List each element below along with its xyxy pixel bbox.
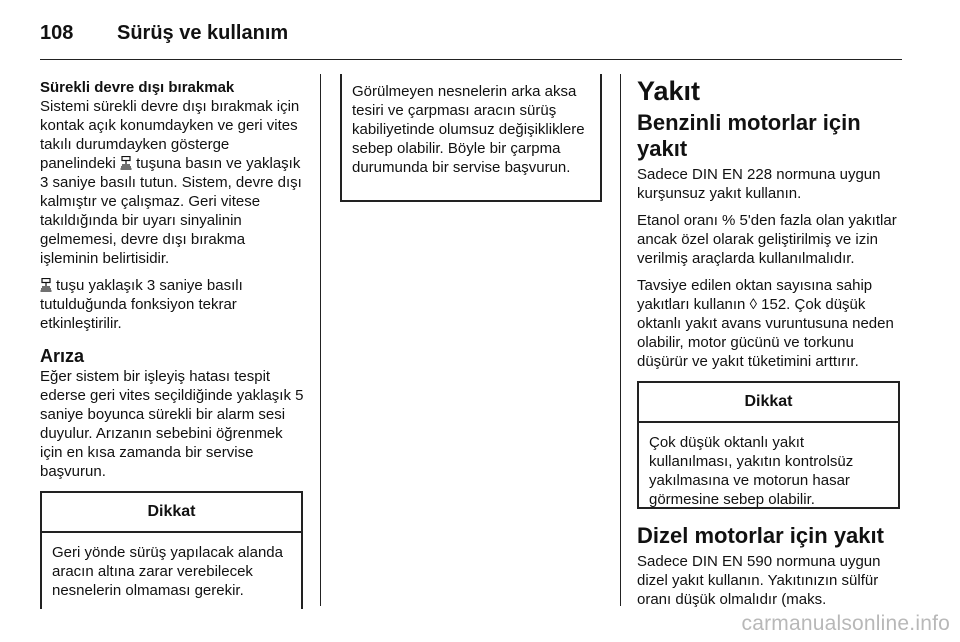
disable-text-a: Sistemi sürekli devre dışı bırakmak için kontak açık konumdayken ve geri vites takılı durumdayken gösterge panelindeki	[40, 98, 300, 172]
header-divider	[40, 59, 902, 60]
reactivate-text: tuşu yaklaşık 3 saniye basılı tutulduğunda fonksiyon tekrar etkinleştirilir.	[40, 277, 243, 332]
petrol-paragraph-3	[637, 276, 905, 371]
petrol-fuel-heading: Benzinli motorlar için yakıt	[637, 110, 861, 161]
column-divider-1	[320, 74, 321, 606]
column-divider-2	[620, 74, 621, 606]
caution-box-octane	[637, 381, 900, 509]
caution-box-continued	[340, 74, 602, 202]
disable-heading: Sürekli devre dışı bırakmak	[40, 79, 235, 96]
diesel-paragraph: Sadece DIN EN 590 normuna uygun dizel yakıt kullanın. Yakıtınızın sülfür oranı düşük olmalıdır (maks.	[637, 553, 881, 608]
fault-paragraph: Eğer sistem bir işleyiş hatası tespit ederse geri vites seçildiğinde yaklaşık 5 saniye boyunca sürekli bir alarm sesi duyulur. Arızanın sebebini öğrenmek için en kısa zamanda bir servise başvurun.	[40, 368, 304, 480]
caution-body: Çok düşük oktanlı yakıt kullanılması, yakıtın kontrolsüz yakılmasına ve motorun hasar görmesine sebep olabilir.	[649, 434, 854, 508]
page-number: 108	[40, 22, 74, 44]
caution-title: Dikkat	[42, 493, 301, 533]
caution-body: Geri yönde sürüş yapılacak alanda aracın altına zarar verebilecek nesnelerin olmaması gerekir.	[52, 544, 283, 599]
page-header	[40, 12, 902, 52]
octane-text-b: 152. Çok düşük oktanlı yakıt avans vuruntusuna neden olabilir, motor gücünü ve torkunu düşürür ve yakıt tüketimini arttırır.	[637, 296, 894, 370]
reactivate-paragraph	[40, 276, 304, 333]
column-1	[40, 70, 304, 609]
site-watermark: carmanualsonline.info	[741, 612, 950, 635]
octane-text-a: Tavsiye edilen oktan sayısına sahip yakıtları kullanın	[637, 277, 873, 313]
disable-text-b: tuşuna basın ve yaklaşık 3 saniye basılı tutun. Sistem, devre dışı kalmıştır ve çalışmaz. Geri vitese takıldığında bir uyarı sinyalinin gelmemesi, devre dışı bırakma işleminin belirtisidir.	[40, 155, 302, 267]
running-title: Sürüş ve kullanım	[117, 22, 289, 44]
caution-title: Dikkat	[639, 383, 898, 423]
page-reference-icon: ◊	[749, 296, 757, 313]
petrol-paragraph-1: Sadece DIN EN 228 normuna uygun kurşunsuz yakıt kullanın.	[637, 166, 881, 202]
caution-box-reverse	[40, 491, 303, 609]
parking-assist-button-icon	[120, 156, 132, 170]
parking-assist-button-icon	[40, 278, 52, 292]
fuel-title: Yakıt	[637, 76, 701, 106]
petrol-paragraph-2: Etanol oranı % 5'den fazla olan yakıtlar ancak özel olarak geliştirilmiş ve izin verilmiş araçlarda kullanılmalıdır.	[637, 212, 897, 267]
column-3	[637, 70, 905, 609]
caution-continued-body: Görülmeyen nesnelerin arka aksa tesiri ve çarpması aracın sürüş kabiliyetinde olumsuz değişikliklere sebep olabilir. Böyle bir çarpma durumunda bir servise başvurun.	[352, 83, 585, 176]
diesel-fuel-heading: Dizel motorlar için yakıt	[637, 523, 884, 548]
fault-heading: Arıza	[40, 346, 85, 366]
disable-paragraph	[40, 97, 304, 268]
